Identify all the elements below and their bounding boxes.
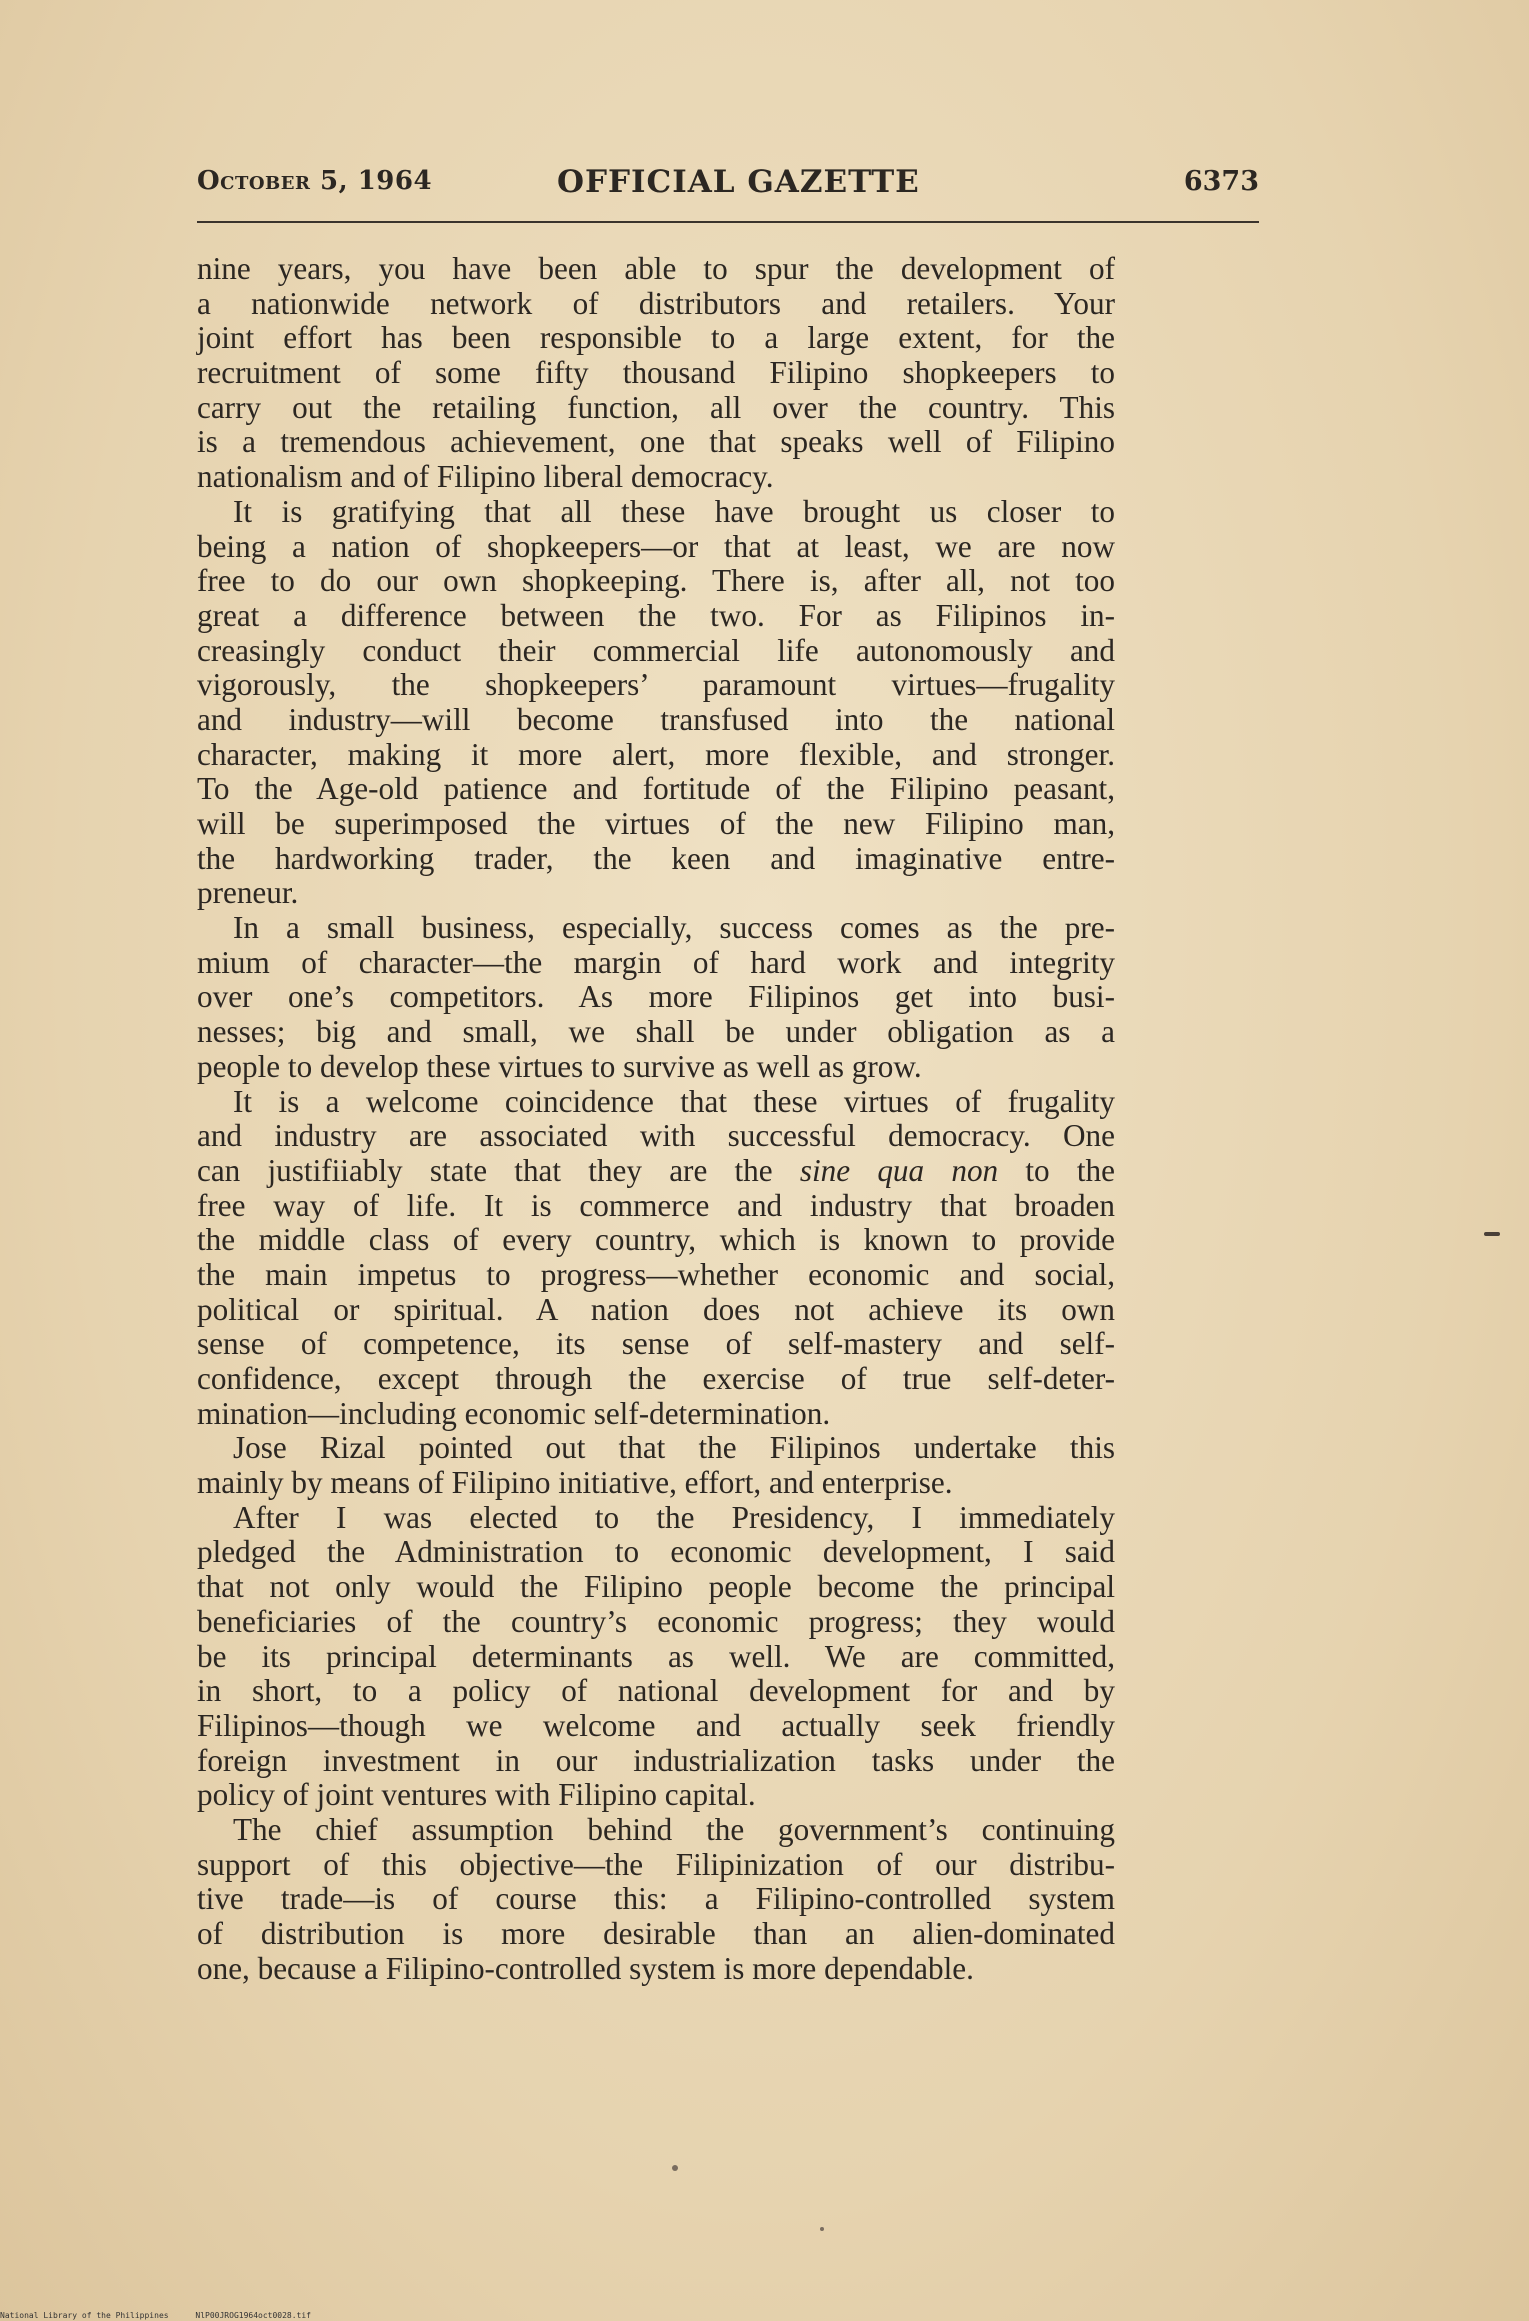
text-line: people to develop these virtues to survive as well as grow.: [197, 1048, 922, 1084]
text-line: The chief assumption behind the government’s continuing: [233, 1811, 1115, 1847]
text-line: in short, to a policy of national development for and by: [197, 1673, 1115, 1709]
text-line: confidence, except through the exercise of true self-deter-: [197, 1361, 1115, 1396]
text-line: nesses; big and small, we shall be under obligation as a: [197, 1014, 1115, 1050]
header-date: October 5, 1964: [197, 166, 433, 196]
text-line: mium of character—the margin of hard work and integrity: [197, 944, 1115, 980]
text-line: free way of life. It is commerce and industry that broaden: [197, 1187, 1115, 1223]
text-line: that not only would the Filipino people become the principal: [197, 1569, 1115, 1605]
text-line: It is a welcome coincidence that these virtues of frugality: [233, 1083, 1115, 1119]
speck-mark: [672, 2165, 678, 2171]
text-line: great a difference between the two. For as Filipinos in-: [197, 597, 1115, 633]
text-line-segment: can justifiiably state that they are the: [197, 1152, 800, 1188]
text-line: [197, 1154, 1115, 1189]
text-line: Jose Rizal pointed out that the Filipinos undertake this: [233, 1430, 1115, 1466]
page-header: [197, 166, 1259, 206]
text-line: and industry are associated with successful democracy. One: [197, 1118, 1115, 1154]
text-line: vigorously, the shopkeepers’ paramount virtues—frugality: [197, 667, 1115, 703]
text-line-segment: to the: [998, 1152, 1115, 1188]
header-page-number: 6373: [1183, 166, 1259, 197]
body-text: [197, 252, 1115, 1986]
text-line: It is gratifying that all these have brought us closer to: [233, 493, 1115, 529]
header-rule: [197, 221, 1259, 223]
text-line: and industry—will become transfused into the national: [197, 701, 1115, 737]
text-line: of distribution is more desirable than an alien-dominated: [197, 1916, 1115, 1951]
header-title: OFFICIAL GAZETTE: [557, 164, 920, 200]
text-line: free to do our own shopkeeping. There is, after all, not too: [197, 563, 1115, 599]
text-line: sense of competence, its sense of self-mastery and self-: [197, 1326, 1115, 1362]
scan-footer: [0, 2311, 333, 2320]
text-line: recruitment of some fifty thousand Filipino shopkeepers to: [197, 355, 1115, 391]
edge-mark: [1484, 1232, 1500, 1236]
text-line: be its principal determinants as well. We are committed,: [197, 1638, 1115, 1674]
text-line: political or spiritual. A nation does not achieve its own: [197, 1291, 1115, 1327]
text-line: mination—including economic self-determination.: [197, 1395, 831, 1431]
text-line: being a nation of shopkeepers—or that at least, we are now: [197, 528, 1115, 564]
text-line: character, making it more alert, more flexible, and stronger.: [197, 736, 1115, 772]
text-line: creasingly conduct their commercial life autonomously and: [197, 632, 1115, 668]
text-line: joint effort has been responsible to a large extent, for the: [197, 320, 1115, 356]
text-line: preneur.: [197, 875, 299, 911]
text-line: nationalism and of Filipino liberal democracy.: [197, 459, 774, 495]
text-line: policy of joint ventures with Filipino capital.: [197, 1777, 756, 1813]
text-line: pledged the Administration to economic development, I said: [197, 1534, 1115, 1570]
text-line: To the Age-old patience and fortitude of the Filipino peasant,: [197, 771, 1115, 807]
text-line: After I was elected to the Presidency, I immediately: [233, 1499, 1115, 1535]
footer-file: NlP00JROG1964oct0028.tif: [195, 2311, 311, 2320]
text-line: one, because a Filipino-controlled system is more dependable.: [197, 1950, 974, 1986]
italic-phrase: sine qua non: [799, 1152, 999, 1188]
speck-mark-2: [820, 2227, 824, 2231]
text-line: carry out the retailing function, all over the country. This: [197, 389, 1115, 425]
text-line: support of this objective—the Filipinization of our distribu-: [197, 1846, 1115, 1882]
text-line: In a small business, especially, success comes as the pre-: [233, 910, 1115, 946]
text-line: will be superimposed the virtues of the new Filipino man,: [197, 806, 1115, 841]
text-line: is a tremendous achievement, one that speaks well of Filipino: [197, 424, 1115, 460]
text-line: tive trade—is of course this: a Filipino-controlled system: [197, 1881, 1115, 1917]
text-line: the middle class of every country, which is known to provide: [197, 1222, 1115, 1258]
text-line: mainly by means of Filipino initiative, effort, and enterprise.: [197, 1465, 953, 1501]
text-line: a nationwide network of distributors and retailers. Your: [197, 285, 1115, 321]
text-line: foreign investment in our industrialization tasks under the: [197, 1742, 1115, 1778]
text-line: the main impetus to progress—whether economic and social,: [197, 1256, 1115, 1292]
text-line: nine years, you have been able to spur the development of: [197, 251, 1115, 286]
text-line: beneficiaries of the country’s economic progress; they would: [197, 1603, 1115, 1639]
text-line: the hardworking trader, the keen and imaginative entre-: [197, 840, 1115, 876]
text-line: Filipinos—though we welcome and actually seek friendly: [197, 1707, 1115, 1743]
footer-library: National Library of the Philippines: [0, 2311, 169, 2320]
text-line: over one’s competitors. As more Filipinos get into busi-: [197, 979, 1115, 1015]
